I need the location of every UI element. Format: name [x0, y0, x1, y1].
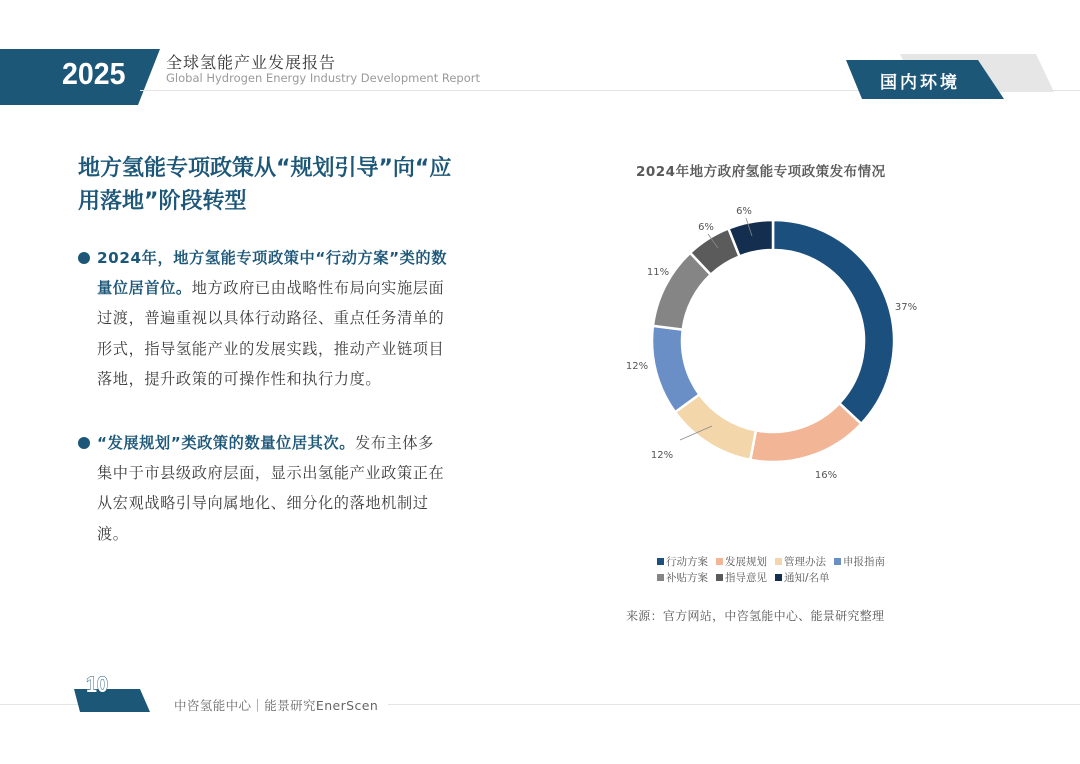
legend-item: [834, 554, 885, 570]
donut-segment-4: [652, 326, 699, 412]
data-label-1: 37%: [894, 302, 918, 313]
legend-label: 申报指南: [843, 556, 885, 568]
legend-label: 通知/名单: [784, 572, 830, 584]
donut-chart: [600, 190, 940, 500]
page-number: 10: [86, 672, 109, 697]
legend-item: [775, 554, 826, 570]
report-subtitle: Global Hydrogen Energy Industry Development Report: [166, 71, 480, 85]
legend-swatch-icon: [716, 558, 723, 565]
data-label-3: 12%: [650, 450, 674, 461]
data-label-7: 6%: [736, 206, 752, 217]
bullet-point-2: [78, 428, 448, 549]
legend-label: 发展规划: [725, 556, 767, 568]
bullet-dot-icon: [78, 437, 90, 449]
chart-legend: [657, 554, 917, 586]
legend-swatch-icon: [775, 558, 782, 565]
legend-label: 管理办法: [784, 556, 826, 568]
legend-item: [657, 570, 708, 586]
legend-label: 指导意见: [725, 572, 767, 584]
bullet-1-text: 地方政府已由战略性布局向实施层面过渡，普遍重视以具体行动路径、重点任务清单的形式，指导氢能产业的发展实践，推动产业链项目落地，提升政策的可操作性和执行力度。: [97, 279, 445, 388]
legend-swatch-icon: [657, 558, 664, 565]
legend-item: [716, 554, 767, 570]
legend-swatch-icon: [775, 574, 782, 581]
data-label-6: 6%: [698, 222, 714, 233]
footer-divider-right: [388, 704, 1080, 705]
bullet-2-text: 发布主体多集中于市县级政府层面，显示出氢能产业政策正在从宏观战略引导向属地化、细分化的落地机制过渡。: [97, 434, 445, 543]
footer-organization: 中咨氢能中心｜能景研究EnerScen: [174, 698, 379, 713]
legend-swatch-icon: [716, 574, 723, 581]
bullet-2-emphasis: “发展规划”类政策的数量位居其次。: [97, 434, 355, 452]
chart-source: 来源：官方网站，中咨氢能中心、能景研究整理: [626, 609, 885, 623]
footer-divider-left: [0, 704, 80, 705]
report-title: 全球氢能产业发展报告: [166, 53, 337, 72]
legend-item: [716, 570, 767, 586]
donut-segment-1: [773, 220, 894, 424]
data-label-5: 11%: [646, 267, 670, 278]
legend-item: [657, 554, 708, 570]
legend-swatch-icon: [657, 574, 664, 581]
bullet-dot-icon: [78, 252, 90, 264]
data-label-4: 12%: [625, 361, 649, 372]
page-headline: 地方氢能专项政策从“规划引导”向“应用落地”阶段转型: [78, 156, 452, 214]
report-year: 2025: [62, 56, 126, 91]
chart-title: 2024年地方政府氢能专项政策发布情况: [636, 164, 886, 180]
bullet-point-1: [78, 243, 448, 394]
data-label-2: 16%: [814, 470, 838, 481]
legend-swatch-icon: [834, 558, 841, 565]
legend-item: [775, 570, 830, 586]
section-tag: 国内环境: [880, 73, 960, 93]
donut-segment-2: [750, 403, 861, 462]
legend-label: 补贴方案: [666, 572, 708, 584]
bullet-1-emphasis: 2024年，地方氢能专项政策中“行动方案”类的数量位居首位。: [97, 249, 448, 298]
legend-label: 行动方案: [666, 556, 708, 568]
